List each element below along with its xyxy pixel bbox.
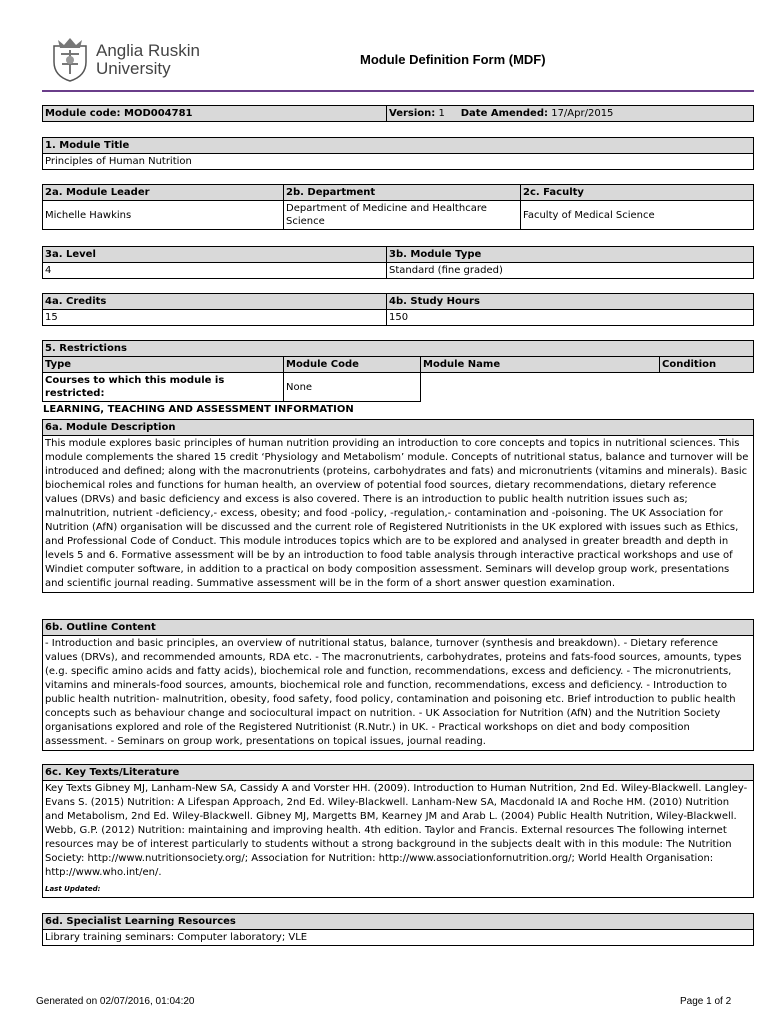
outline-heading: 6b. Outline Content (43, 620, 754, 636)
description-heading: 6a. Module Description (43, 420, 754, 436)
restriction-code: None (284, 373, 421, 402)
restrictions-heading: 5. Restrictions (43, 341, 754, 357)
logo-line-2: University (96, 59, 171, 78)
meta-table (42, 105, 754, 122)
level-table (42, 246, 754, 279)
version-value: 1 (438, 108, 445, 119)
faculty-heading: 2c. Faculty (521, 185, 754, 201)
col-module-code: Module Code (284, 357, 421, 373)
generated-timestamp: Generated on 02/07/2016, 01:04:20 (36, 996, 195, 1007)
col-condition: Condition (660, 357, 754, 373)
crest-icon (50, 36, 90, 82)
module-code: Module code: MOD004781 (43, 106, 387, 122)
description-table (42, 419, 754, 593)
module-leader-heading: 2a. Module Leader (43, 185, 284, 201)
module-type-value: Standard (fine graded) (387, 263, 754, 279)
resources-text: Library training seminars: Computer laboratory; VLE (43, 930, 754, 946)
resources-table (42, 913, 754, 946)
credits-heading: 4a. Credits (43, 294, 387, 310)
university-logo (50, 36, 220, 84)
restriction-name-empty (421, 373, 660, 402)
key-texts-table (42, 764, 754, 898)
leadership-table (42, 184, 754, 230)
faculty-value: Faculty of Medical Science (521, 201, 754, 230)
department-value: Department of Medicine and Healthcare Science (284, 201, 521, 230)
module-title-heading: 1. Module Title (43, 138, 754, 154)
header-divider (42, 90, 754, 92)
form-title: Module Definition Form (MDF) (360, 52, 546, 67)
credits-value: 15 (43, 310, 387, 326)
credits-table (42, 293, 754, 326)
outline-text: - Introduction and basic principles, an overview of nutritional status, balance, turnover (synthesis and breakdown). - Dietary reference values (DRVs), and recommended amounts, RDA etc. - The macronutrients, carbohydrates, proteins and fats-food sources, amounts, types (e.g. specific amino acids and fatty acids), biochemical role and function, recommendations, excess and deficiency. - The micronutrients, vitamins and minerals-food sources, amounts, biochemical role and function, recommendations, excess and deficiency. - Introduction to public health nutrition- malnutrition, obesity, food safety, food policy, contamination and poisoning etc. Brief introduction to public health concepts such as behaviour change and sociocultural impact on nutrition. - UK Association for Nutrition (AfN) and the Nutrition Society organisations explored and role of the Registered Nutritionist (R.Nutr.) in UK. - Practical workshops on diet and body composition assessment. - Seminars on group work, presentations on topical issues, journal reading. (43, 636, 754, 751)
key-texts-heading: 6c. Key Texts/Literature (43, 765, 754, 781)
level-value: 4 (43, 263, 387, 279)
department-heading: 2b. Department (284, 185, 521, 201)
page-number: Page 1 of 2 (680, 996, 732, 1007)
restriction-type: Courses to which this module is restricted: (43, 373, 284, 402)
date-value: 17/Apr/2015 (551, 108, 614, 119)
restriction-condition-empty (660, 373, 754, 402)
module-type-heading: 3b. Module Type (387, 247, 754, 263)
module-title-value: Principles of Human Nutrition (43, 154, 754, 170)
level-heading: 3a. Level (43, 247, 387, 263)
study-hours-value: 150 (387, 310, 754, 326)
last-updated-cell (43, 881, 754, 898)
description-text: This module explores basic principles of human nutrition providing an introduction to core concepts and topics in nutritional sciences. This module complements the shared 15 credit ‘Physiology and Metabolism’ module. Concepts of nutritional status, balance and turnover will be introduced and defined; along with the macronutrients (proteins, carbohydrates and fats) and micronutrients (vitamins and minerals). Basic biochemical roles and functions for human health, an overview of potential food sources, dietary recommendations, dietary reference values (DRVs) and basic deficiency and excess is also covered. There is an introduction to public health nutrition issues such as; malnutrition, nutrient -deficiency,- excess, obesity; and food -policy, -regulation,- contamination and -poisoning. The UK Association for Nutrition (AfN) organisation will be discussed and the current role of Registered Nutritionists in the UK explored with issues such as Ethics, and Professional Code of Conduct. This module introduces topics which are to be explored and analysed in greater breadth and depth in levels 5 and 6. Formative assessment will be by an introduction to food table analysis through interactive practical workshops and use of Windiet computer software, in addition to a practical on body composition assessment. Seminars will develop group work, presentations and scientific journal reading. Summative assessment will be in the form of a short answer question examination. (43, 436, 754, 593)
restrictions-table (42, 340, 754, 402)
version-label: Version: (389, 108, 436, 119)
module-title-table (42, 137, 754, 170)
col-module-name: Module Name (421, 357, 660, 373)
version-date-cell (387, 106, 754, 122)
last-updated-label: Last Updated: (45, 885, 101, 893)
key-texts-text: Key Texts Gibney MJ, Lanham-New SA, Cassidy A and Vorster HH. (2009). Introduction to Human Nutrition, 2nd Ed. Wiley-Blackwell. Langley-Evans S. (2015) Nutrition: A Lifespan Approach, 2nd Ed. Wiley-Blackwell. Lanham-New SA, Macdonald IA and Roche HM. (2010) Nutrition and Metabolism, 2nd Ed. Wiley-Blackwell. Gibney MJ, Margetts BM, Kearney JM and Arab L. (2004) Public Health Nutrition, Wiley-Blackwell. Webb, G.P. (2012) Nutrition: maintaining and improving health. 4th edition. Taylor and Francis. External resources The following internet resources may be of interest particularly to students without a strong background in the subjects dealt with in this module: The Nutrition Society: http://www.nutritionsociety.org/; Association for Nutrition: http://www.associationfornutrition.org/; World Health Organisation: http://www.who.int/en/. (43, 781, 754, 882)
resources-heading: 6d. Specialist Learning Resources (43, 914, 754, 930)
outline-table (42, 619, 754, 751)
col-type: Type (43, 357, 284, 373)
study-hours-heading: 4b. Study Hours (387, 294, 754, 310)
section-title-ltai: LEARNING, TEACHING AND ASSESSMENT INFORMATION (43, 404, 354, 415)
module-leader-value: Michelle Hawkins (43, 201, 284, 230)
date-label: Date Amended: (460, 108, 549, 119)
logo-line-1: Anglia Ruskin (96, 41, 200, 60)
